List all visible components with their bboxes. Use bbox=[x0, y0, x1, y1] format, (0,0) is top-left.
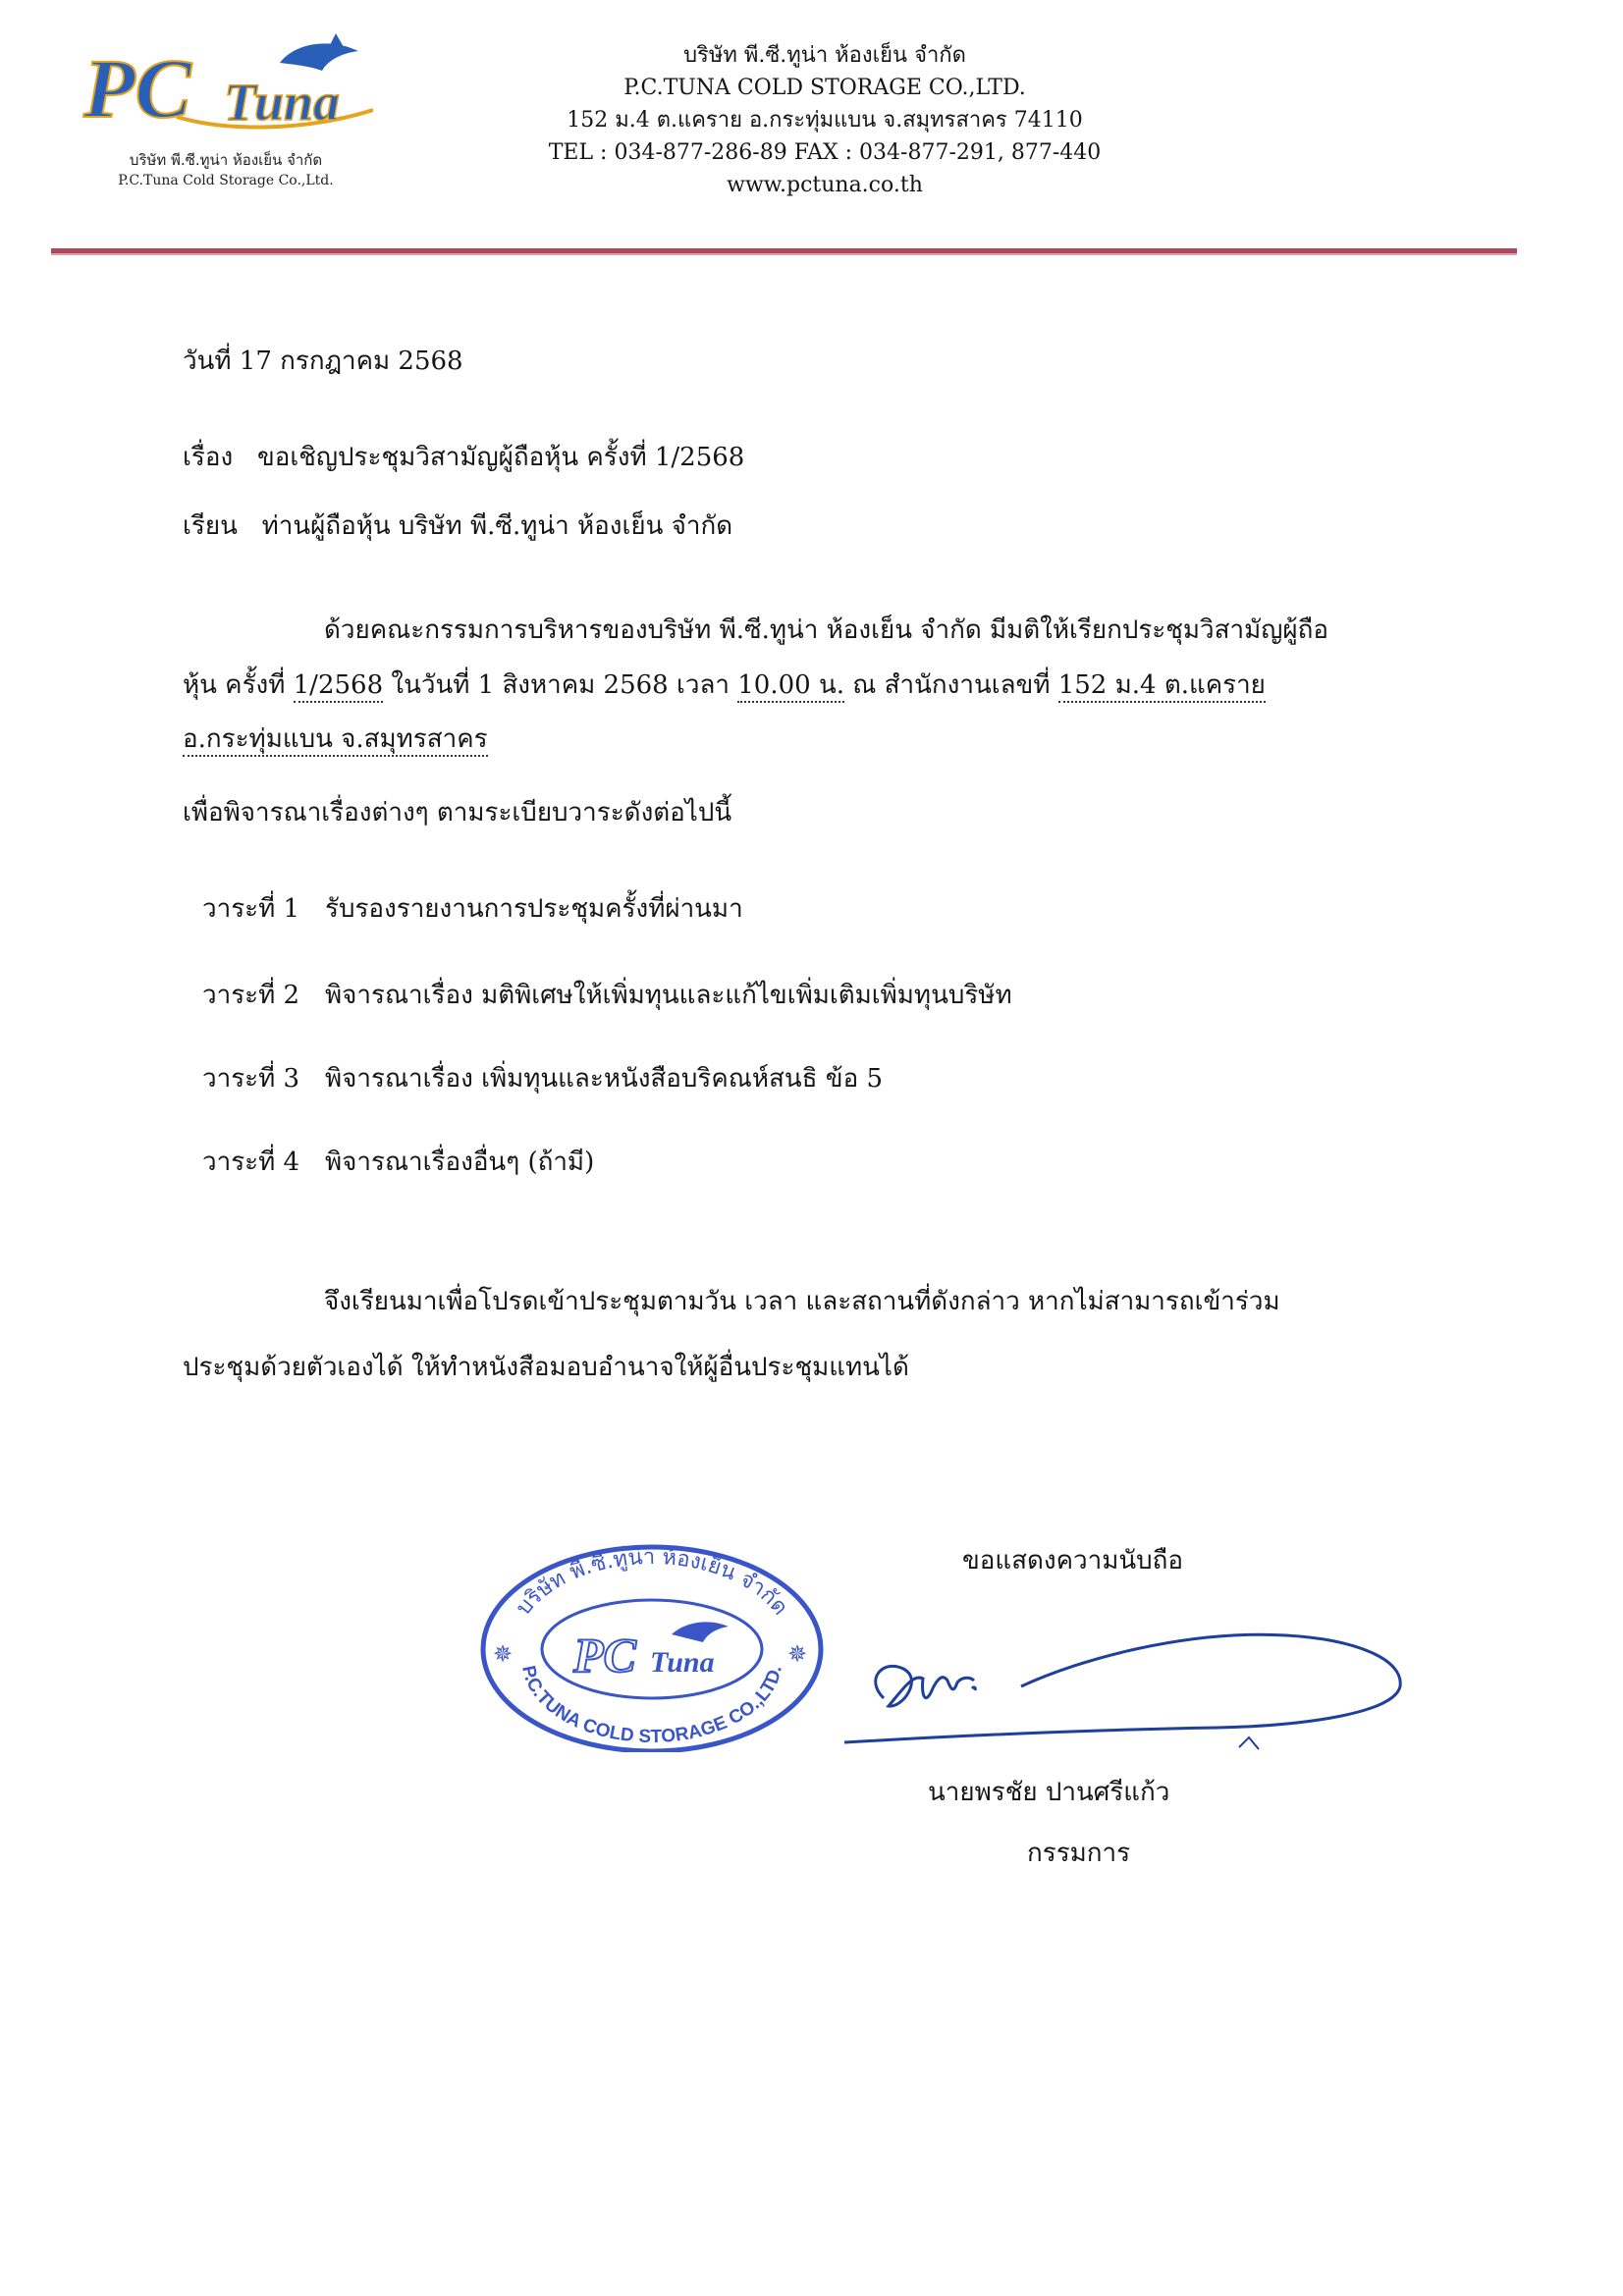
meeting-number: 1/2568 bbox=[294, 670, 383, 703]
agenda-number: วาระที่ 4 bbox=[202, 1148, 300, 1177]
stamp-top-text: บริษัท พี.ซี.ทูน่า ห้องเย็น จำกัด bbox=[511, 1544, 793, 1621]
company-name-thai: บริษัท พี.ซี.ทูน่า ห้องเย็น จำกัด bbox=[683, 43, 966, 68]
signature-block bbox=[844, 1522, 1453, 1895]
company-logo bbox=[79, 24, 373, 200]
agenda-item bbox=[202, 891, 743, 927]
recipient-text: ท่านผู้ถือหุ้น บริษัท พี.ซี.ทูน่า ห้องเย็น จำกัด bbox=[261, 511, 733, 541]
agenda-text: พิจารณาเรื่องอื่นๆ (ถ้ามี) bbox=[325, 1148, 595, 1177]
agenda-text: พิจารณาเรื่อง มติพิเศษให้เพิ่มทุนและแก้ไขเพิ่มเติมเพิ่มทุนบริษัท bbox=[325, 981, 1012, 1010]
logo-tuna-text: Tuna bbox=[224, 73, 341, 132]
header-divider-shadow bbox=[51, 253, 1517, 255]
letter-date: วันที่ 17 กรกฎาคม 2568 bbox=[183, 347, 463, 376]
closing-phrase: ขอแสดงความนับถือ bbox=[962, 1546, 1183, 1575]
stamp-star-right-icon: ✵ bbox=[787, 1640, 808, 1668]
signer-title: กรรมการ bbox=[1027, 1839, 1131, 1868]
signer-name: นายพรชัย ปานศรีแก้ว bbox=[928, 1778, 1170, 1807]
subject-label: เรื่อง bbox=[183, 443, 234, 472]
agenda-intro: เพื่อพิจารณาเรื่องต่างๆ ตามระเบียบวาระดังต่อไปนี้ bbox=[183, 798, 732, 828]
recipient-label: เรียน bbox=[183, 511, 238, 541]
meeting-location-label: ณ สำนักงานเลขที่ bbox=[852, 670, 1051, 700]
company-contact: TEL : 034-877-286-89 FAX : 034-877-291, 877-440 bbox=[548, 140, 1102, 165]
company-name-english: P.C.TUNA COLD STORAGE CO.,LTD. bbox=[623, 76, 1026, 100]
paragraph-1-line-3 bbox=[183, 721, 488, 757]
pc-tuna-logo-graphic bbox=[79, 24, 373, 151]
letter-recipient-row bbox=[183, 508, 732, 544]
company-seal-stamp bbox=[475, 1536, 829, 1752]
subject-text: ขอเชิญประชุมวิสามัญผู้ถือหุ้น ครั้งที่ 1/2568 bbox=[256, 443, 745, 472]
company-header bbox=[471, 39, 1178, 201]
agenda-item bbox=[202, 1061, 883, 1096]
meeting-no-label: หุ้น ครั้งที่ bbox=[183, 670, 286, 700]
handwritten-signature bbox=[844, 1620, 1414, 1757]
stamp-pc-text: PC bbox=[573, 1628, 636, 1682]
company-address: 152 ม.4 ต.แคราย อ.กระทุ่มแบน จ.สมุทรสาคร 74110 bbox=[567, 108, 1083, 133]
agenda-text: รับรองรายงานการประชุมครั้งที่ผ่านมา bbox=[325, 894, 743, 924]
agenda-text: พิจารณาเรื่อง เพิ่มทุนและหนังสือบริคณห์สนธิ ข้อ 5 bbox=[325, 1064, 884, 1094]
agenda-item bbox=[202, 978, 1012, 1013]
paragraph-1-line-2 bbox=[183, 667, 1266, 703]
logo-caption-thai: บริษัท พี.ซี.ทูน่า ห้องเย็น จำกัด bbox=[129, 151, 323, 169]
paragraph-2-line-2: ประชุมด้วยตัวเองได้ ให้ทำหนังสือมอบอำนาจให้ผู้อื่นประชุมแทนได้ bbox=[183, 1353, 909, 1382]
fish-fin-icon bbox=[330, 33, 344, 47]
agenda-number: วาระที่ 2 bbox=[202, 981, 300, 1010]
meeting-location: 152 ม.4 ต.แคราย bbox=[1058, 670, 1266, 703]
logo-pc-text: PC bbox=[83, 41, 191, 135]
stamp-fish-icon bbox=[672, 1622, 729, 1642]
agenda-item bbox=[202, 1145, 594, 1180]
company-website: www.pctuna.co.th bbox=[727, 173, 923, 197]
agenda-number: วาระที่ 1 bbox=[202, 894, 300, 924]
stamp-bottom-text: P.C.TUNA COLD STORAGE CO.,LTD. bbox=[517, 1664, 786, 1748]
logo-caption-english: P.C.Tuna Cold Storage Co.,Ltd. bbox=[118, 173, 334, 188]
stamp-star-left-icon: ✵ bbox=[493, 1640, 514, 1668]
meeting-date-text: ในวันที่ 1 สิงหาคม 2568 เวลา bbox=[391, 670, 730, 700]
agenda-number: วาระที่ 3 bbox=[202, 1064, 300, 1094]
letter-subject-row bbox=[183, 440, 744, 475]
fish-icon bbox=[280, 43, 358, 71]
paragraph-1-line-1: ด้วยคณะกรรมการบริหารของบริษัท พี.ซี.ทูน่า ห้องเย็น จำกัด มีมติให้เรียกประชุมวิสามัญผู้ถือ bbox=[324, 615, 1329, 645]
meeting-location-continued: อ.กระทุ่มแบน จ.สมุทรสาคร bbox=[183, 724, 488, 757]
meeting-time: 10.00 น. bbox=[737, 670, 844, 703]
paragraph-2-line-1: จึงเรียนมาเพื่อโปรดเข้าประชุมตามวัน เวลา และสถานที่ดังกล่าว หากไม่สามารถเข้าร่วม bbox=[324, 1287, 1280, 1316]
stamp-tuna-text: Tuna bbox=[650, 1646, 715, 1679]
